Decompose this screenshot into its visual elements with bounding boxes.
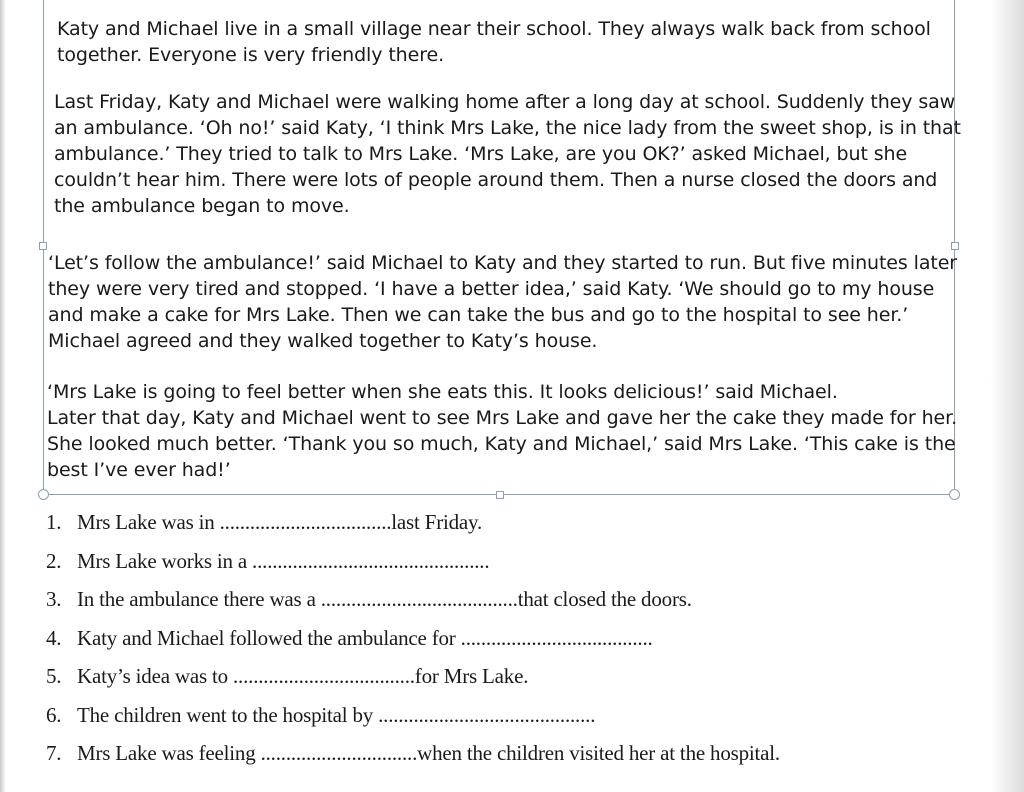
question-text: The children went to the hospital by ........................................... — [77, 702, 596, 727]
question-item — [46, 739, 780, 778]
story-line: ‘Mrs Lake is going to feel better when she eats this. It looks delicious!’ said Michael. — [47, 381, 838, 403]
story-line: an ambulance. ‘Oh no!’ said Katy, ‘I think Mrs Lake, the nice lady from the sweet shop, is in that — [54, 117, 961, 139]
resize-handle-right[interactable] — [951, 242, 959, 250]
resize-handle-bottom-right[interactable] — [949, 489, 960, 500]
story-paragraph-4 — [47, 379, 957, 483]
story-paragraph-3 — [48, 250, 957, 354]
story-line: She looked much better. ‘Thank you so much, Katy and Michael,’ said Mrs Lake. ‘This cake is the — [47, 433, 956, 455]
question-text: Mrs Lake was feeling ...............................when the children visited her at the hospital. — [77, 741, 780, 765]
question-list — [46, 508, 780, 778]
story-line: Katy and Michael live in a small village near their school. They always walk back from school — [57, 18, 931, 40]
question-item — [46, 585, 780, 624]
story-line: together. Everyone is very friendly there. — [57, 44, 445, 66]
question-item — [46, 624, 780, 663]
resize-handle-bottom-left[interactable] — [38, 489, 49, 500]
question-number: 3. — [46, 587, 62, 611]
question-text: In the ambulance there was a .......................................that closed the doors. — [77, 587, 692, 611]
story-line: Last Friday, Katy and Michael were walking home after a long day at school. Suddenly they saw — [54, 91, 956, 113]
story-paragraph-1 — [57, 16, 931, 68]
story-line: and make a cake for Mrs Lake. Then we can take the bus and go to the hospital to see her.’ — [48, 304, 909, 326]
question-text: Mrs Lake was in ..................................last Friday. — [77, 510, 483, 534]
story-line: they were very tired and stopped. ‘I have a better idea,’ said Katy. ‘We should go to my house — [48, 278, 935, 300]
question-item — [46, 701, 780, 740]
story-line: best I’ve ever had!’ — [47, 459, 231, 481]
story-line: Later that day, Katy and Michael went to see Mrs Lake and gave her the cake they made for her. — [47, 407, 958, 429]
page-edge-right — [990, 0, 1024, 792]
question-item — [46, 547, 780, 586]
story-line: the ambulance began to move. — [54, 195, 350, 217]
story-paragraph-2 — [54, 89, 961, 219]
resize-handle-left[interactable] — [39, 242, 47, 250]
story-line: Michael agreed and they walked together to Katy’s house. — [48, 330, 598, 352]
question-text: Katy and Michael followed the ambulance for ...................................... — [77, 625, 653, 650]
question-number: 6. — [46, 702, 62, 727]
page-edge-left — [0, 0, 6, 792]
resize-handle-bottom[interactable] — [496, 491, 504, 499]
question-number: 5. — [46, 664, 62, 688]
story-line: couldn’t hear him. There were lots of people around them. Then a nurse closed the doors and — [54, 169, 938, 191]
question-number: 1. — [46, 510, 62, 534]
question-text: Mrs Lake works in a ............................................... — [77, 548, 490, 573]
question-number: 2. — [46, 548, 62, 573]
question-item — [46, 508, 780, 547]
question-text: Katy’s idea was to ....................................for Mrs Lake. — [77, 664, 529, 688]
story-line: ‘Let’s follow the ambulance!’ said Michael to Katy and they started to run. But five minutes later — [48, 252, 958, 274]
question-number: 4. — [46, 625, 62, 650]
question-item — [46, 662, 780, 701]
question-number: 7. — [46, 741, 62, 765]
story-line: ambulance.’ They tried to talk to Mrs Lake. ‘Mrs Lake, are you OK?’ asked Michael, but she — [54, 143, 908, 165]
